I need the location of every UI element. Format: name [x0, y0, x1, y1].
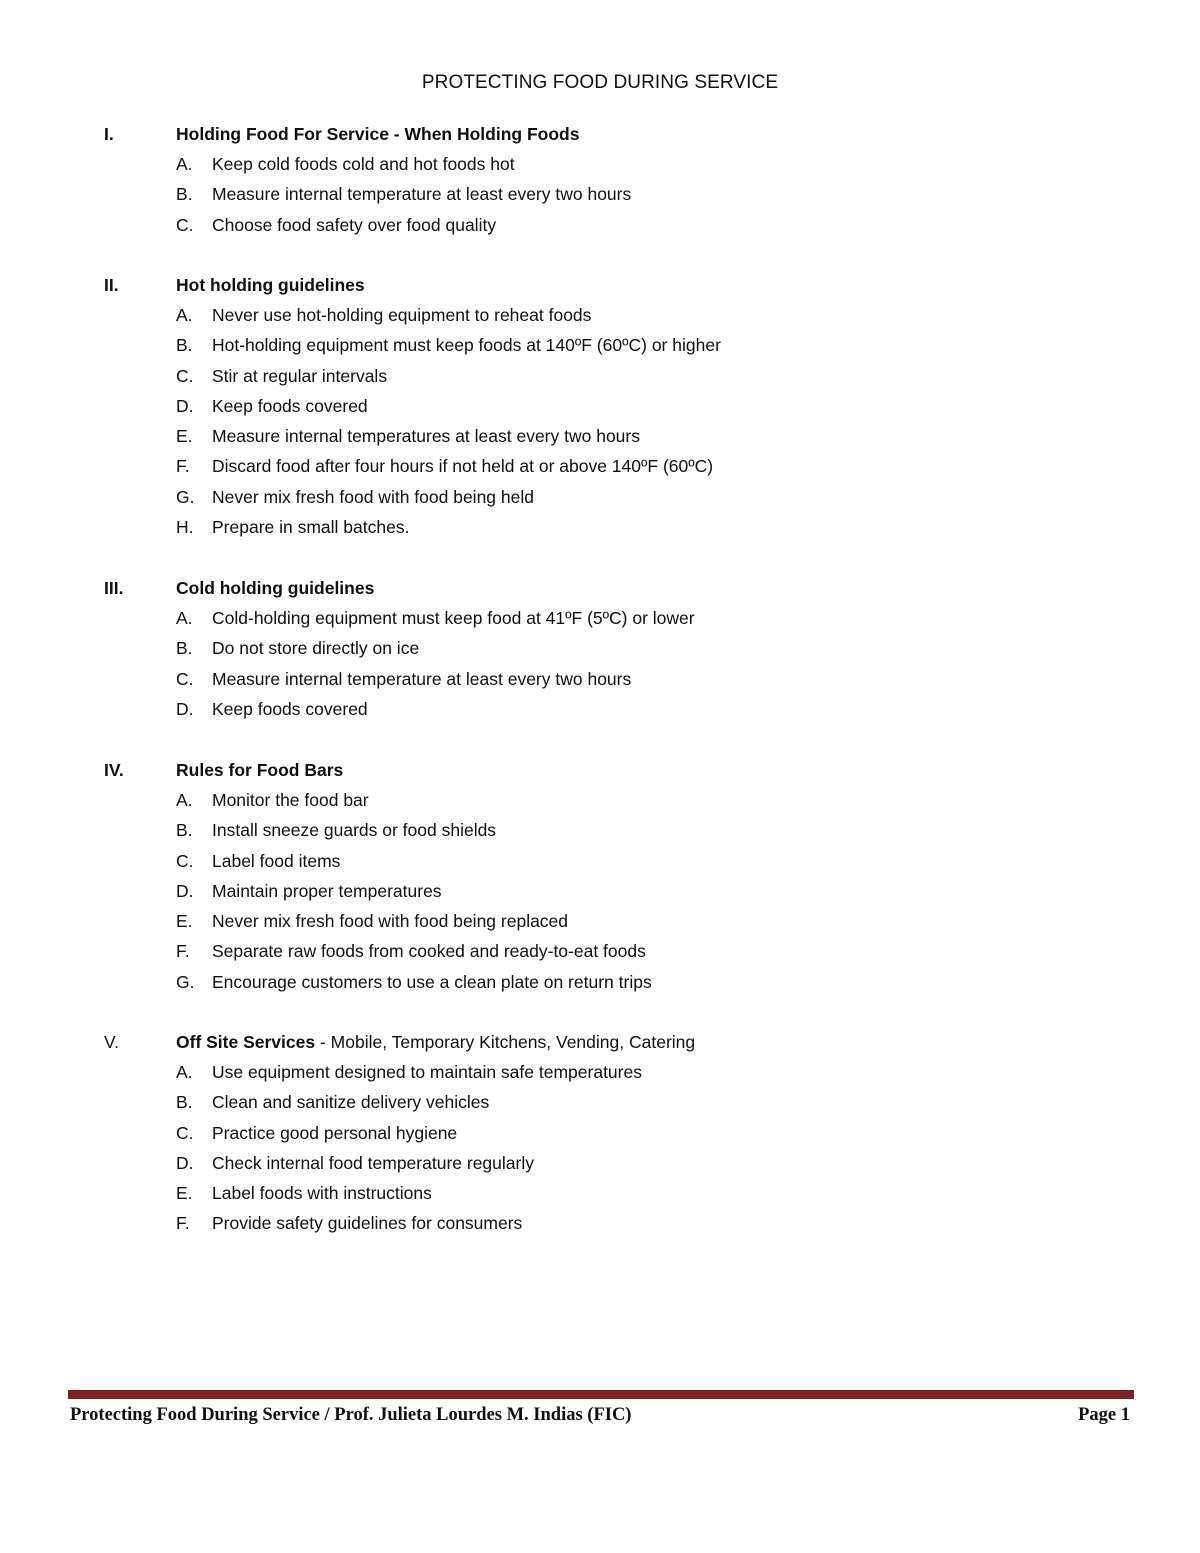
item-list: [0, 1062, 1200, 1244]
item-letter: E.: [176, 911, 193, 932]
item-text: Prepare in small batches.: [212, 517, 410, 538]
list-item: [0, 335, 1200, 365]
section-title: [176, 124, 579, 145]
item-letter: B.: [176, 638, 193, 659]
section-title-bold: Off Site Services: [176, 1032, 316, 1052]
list-item: [0, 1213, 1200, 1243]
item-letter: C.: [176, 1122, 194, 1143]
section-heading: [0, 578, 1200, 608]
item-text: Never mix fresh food with food being replaced: [212, 911, 569, 932]
page-number: Page 1: [1078, 1405, 1130, 1425]
item-text: Maintain proper temperatures: [212, 880, 442, 901]
list-item: [0, 396, 1200, 426]
item-text: Measure internal temperature at least every two hours: [212, 184, 632, 205]
document-title: PROTECTING FOOD DURING SERVICE: [421, 72, 779, 93]
item-text: Provide safety guidelines for consumers: [212, 1213, 523, 1234]
item-list: [0, 305, 1200, 547]
item-letter: B.: [176, 820, 193, 841]
list-item: [0, 1153, 1200, 1183]
section-numeral: V.: [104, 1032, 119, 1052]
footer-citation: Protecting Food During Service / Prof. Julieta Lourdes M. Indias (FIC): [70, 1405, 632, 1425]
item-text: Separate raw foods from cooked and ready-to-eat foods: [212, 941, 646, 962]
list-item: [0, 305, 1200, 335]
list-item: [0, 820, 1200, 850]
list-item: [0, 669, 1200, 699]
item-letter: G.: [176, 486, 195, 507]
section-3: [0, 578, 1200, 729]
list-item: [0, 487, 1200, 517]
item-text: Stir at regular intervals: [212, 365, 388, 386]
item-list: [0, 790, 1200, 1002]
section-title-rest: - Mobile, Temporary Kitchens, Vending, Catering: [315, 1032, 696, 1052]
item-letter: B.: [176, 335, 193, 356]
item-letter: A.: [176, 608, 193, 628]
section-heading: [0, 275, 1200, 305]
item-letter: C.: [176, 668, 194, 689]
item-text: Never use hot-holding equipment to reheat foods: [212, 305, 592, 325]
section-numeral: I.: [104, 124, 114, 144]
list-item: [0, 699, 1200, 729]
section-numeral: IV.: [104, 760, 124, 780]
item-letter: A.: [176, 154, 193, 174]
list-item: [0, 1123, 1200, 1153]
item-letter: E.: [176, 426, 193, 447]
list-item: [0, 456, 1200, 486]
section-5: [0, 1032, 1200, 1244]
item-text: Label food items: [212, 850, 341, 871]
item-letter: B.: [176, 184, 193, 205]
list-item: [0, 215, 1200, 245]
item-letter: A.: [176, 1062, 193, 1082]
item-text: Keep foods covered: [212, 395, 368, 416]
item-letter: F.: [176, 941, 190, 962]
item-letter: D.: [176, 880, 194, 901]
list-item: [0, 638, 1200, 668]
item-letter: E.: [176, 1183, 193, 1204]
section-title: [176, 275, 365, 296]
item-text: Encourage customers to use a clean plate on return trips: [212, 971, 652, 992]
section-4: [0, 760, 1200, 1002]
list-item: [0, 972, 1200, 1002]
list-item: [0, 941, 1200, 971]
item-text: Never mix fresh food with food being held: [212, 486, 534, 507]
list-item: [0, 1092, 1200, 1122]
item-letter: A.: [176, 305, 193, 325]
item-letter: G.: [176, 971, 195, 992]
item-letter: F.: [176, 1213, 190, 1234]
item-letter: H.: [176, 517, 194, 538]
section-heading: [0, 124, 1200, 154]
item-text: Keep cold foods cold and hot foods hot: [212, 154, 515, 174]
section-heading: [0, 1032, 1200, 1062]
list-item: [0, 1062, 1200, 1092]
item-text: Label foods with instructions: [212, 1183, 432, 1204]
item-list: [0, 608, 1200, 729]
section-1: [0, 124, 1200, 245]
item-letter: C.: [176, 850, 194, 871]
item-letter: F.: [176, 456, 190, 477]
item-text: Clean and sanitize delivery vehicles: [212, 1092, 490, 1113]
item-letter: C.: [176, 214, 194, 235]
item-text: Measure internal temperatures at least every two hours: [212, 426, 640, 447]
item-letter: D.: [176, 1152, 194, 1173]
item-letter: D.: [176, 395, 194, 416]
list-item: [0, 851, 1200, 881]
item-text: Cold-holding equipment must keep food at 41ºF (5ºC) or lower: [212, 608, 695, 628]
list-item: [0, 881, 1200, 911]
list-item: [0, 426, 1200, 456]
list-item: [0, 366, 1200, 396]
item-text: Keep foods covered: [212, 698, 368, 719]
section-title: [176, 1032, 695, 1053]
list-item: [0, 608, 1200, 638]
section-title-bold: Rules for Food Bars: [176, 760, 344, 780]
list-item: [0, 154, 1200, 184]
section-title-bold: Cold holding guidelines: [176, 578, 375, 598]
list-item: [0, 911, 1200, 941]
item-letter: A.: [176, 790, 193, 810]
section-heading: [0, 760, 1200, 790]
section-2: [0, 275, 1200, 547]
item-text: Practice good personal hygiene: [212, 1122, 458, 1143]
item-letter: D.: [176, 698, 194, 719]
footer-divider: [68, 1390, 1134, 1399]
list-item: [0, 184, 1200, 214]
item-text: Use equipment designed to maintain safe temperatures: [212, 1062, 642, 1082]
item-text: Check internal food temperature regularly: [212, 1152, 534, 1173]
list-item: [0, 790, 1200, 820]
item-text: Install sneeze guards or food shields: [212, 820, 497, 841]
list-item: [0, 517, 1200, 547]
item-text: Hot-holding equipment must keep foods at 140ºF (60ºC) or higher: [212, 335, 721, 356]
section-title-bold: Holding Food For Service - When Holding Foods: [176, 124, 580, 144]
item-letter: B.: [176, 1092, 193, 1113]
item-text: Measure internal temperature at least every two hours: [212, 668, 632, 689]
section-title-bold: Hot holding guidelines: [176, 275, 365, 295]
section-numeral: III.: [104, 578, 124, 598]
list-item: [0, 1183, 1200, 1213]
item-text: Choose food safety over food quality: [212, 214, 497, 235]
item-text: Monitor the food bar: [212, 790, 369, 810]
section-numeral: II.: [104, 275, 119, 295]
item-text: Discard food after four hours if not held at or above 140ºF (60ºC): [212, 456, 714, 477]
item-list: [0, 154, 1200, 245]
section-title: [176, 578, 374, 599]
item-letter: C.: [176, 365, 194, 386]
section-title: [176, 760, 343, 781]
item-text: Do not store directly on ice: [212, 638, 420, 659]
